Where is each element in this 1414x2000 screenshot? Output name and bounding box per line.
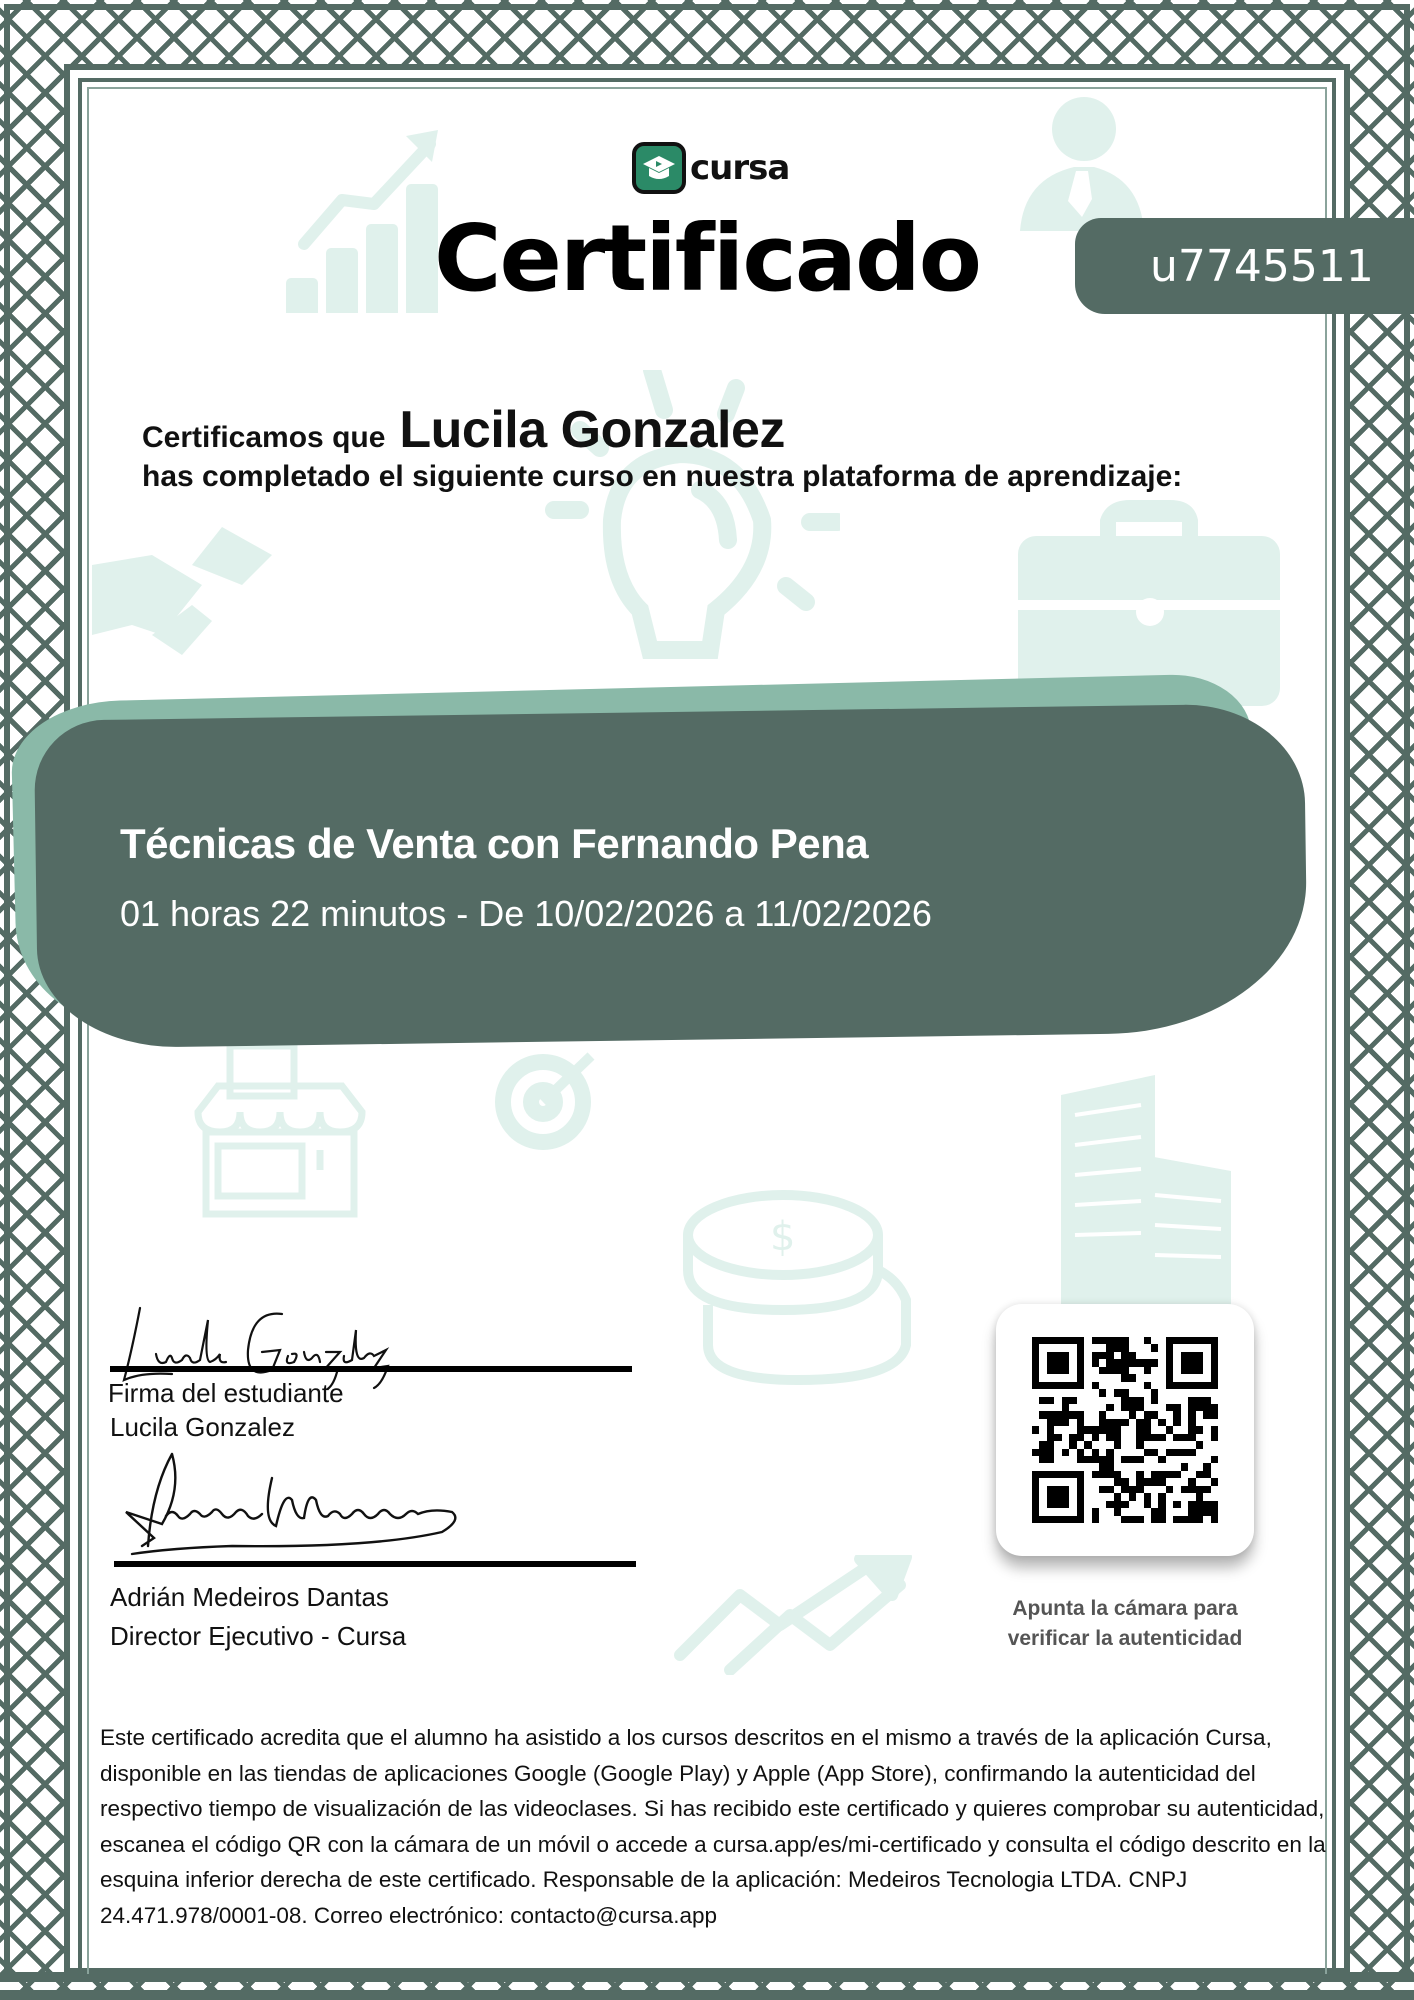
qr-caption-line: Apunta la cámara para [1012,1597,1238,1620]
qr-code-icon[interactable] [1032,1337,1218,1523]
handshake-icon [92,525,282,675]
buildings-icon [1055,1075,1235,1305]
student-printed-name: Lucila Gonzalez [110,1412,295,1442]
course-title: Técnicas de Venta con Fernando Pena [120,820,869,867]
student-signature-label: Firma del estudiante [108,1378,344,1408]
bottom-border-bar [0,1974,1414,1982]
qr-code-card[interactable] [996,1304,1254,1556]
course-duration-dates: 01 horas 22 minutos - De 10/02/2026 a 11/02/2026 [120,893,932,934]
intro-line [142,400,785,460]
qr-caption-line: verificar la autenticidad [1007,1627,1243,1650]
director-name: Adrián Medeiros Dantas [110,1582,389,1612]
bottom-border-bar [0,1990,1414,2000]
director-signature-line [114,1561,636,1567]
student-name: Lucila Gonzalez [399,401,785,459]
certificate-code: u7745511 [1150,240,1374,292]
logo-wordmark: cursa [690,148,790,188]
certificate-code-tab [1075,218,1414,314]
intro-lead: Certificamos que [142,421,386,454]
svg-text:$: $ [770,1214,796,1260]
graduation-cap-play-icon [632,142,686,194]
course-banner [34,703,1308,1049]
completion-statement: has completado el siguiente curso en nuestra plataforma de aprendizaje: [142,460,1183,493]
certificate-title: Certificado [433,205,981,312]
qr-caption [980,1594,1270,1654]
director-signature [112,1450,502,1560]
trend-arrow-icon [670,1555,920,1675]
student-signature [112,1300,412,1390]
storefront-icon [190,1040,370,1220]
student-signature-line [110,1366,632,1372]
coins-stack-icon [678,1180,918,1390]
target-icon [495,1042,605,1152]
disclaimer-text: Este certificado acredita que el alumno ha asistido a los cursos descritos en el mismo a través de la aplicación Cursa, disponible en las tiendas de aplicaciones Google (Google Play) y Apple (App Store), confirmando la autenticidad del respectivo tiempo de visualización de las videoclases. Si has recibido este certificado y quieres comprobar su autenticidad, escanea el código QR con la cámara de un móvil o accede a cursa.app/es/mi-certificado y consulta el código descrito en la esquina inferior derecha de este certificado. Responsable de la aplicación: Medeiros Tecnologia LTDA. CNPJ 24.471.978/0001-08. Correo electrónico: contacto@cursa.app [100,1725,1326,1928]
cursa-logo [632,140,789,196]
director-role: Director Ejecutivo - Cursa [110,1621,407,1651]
